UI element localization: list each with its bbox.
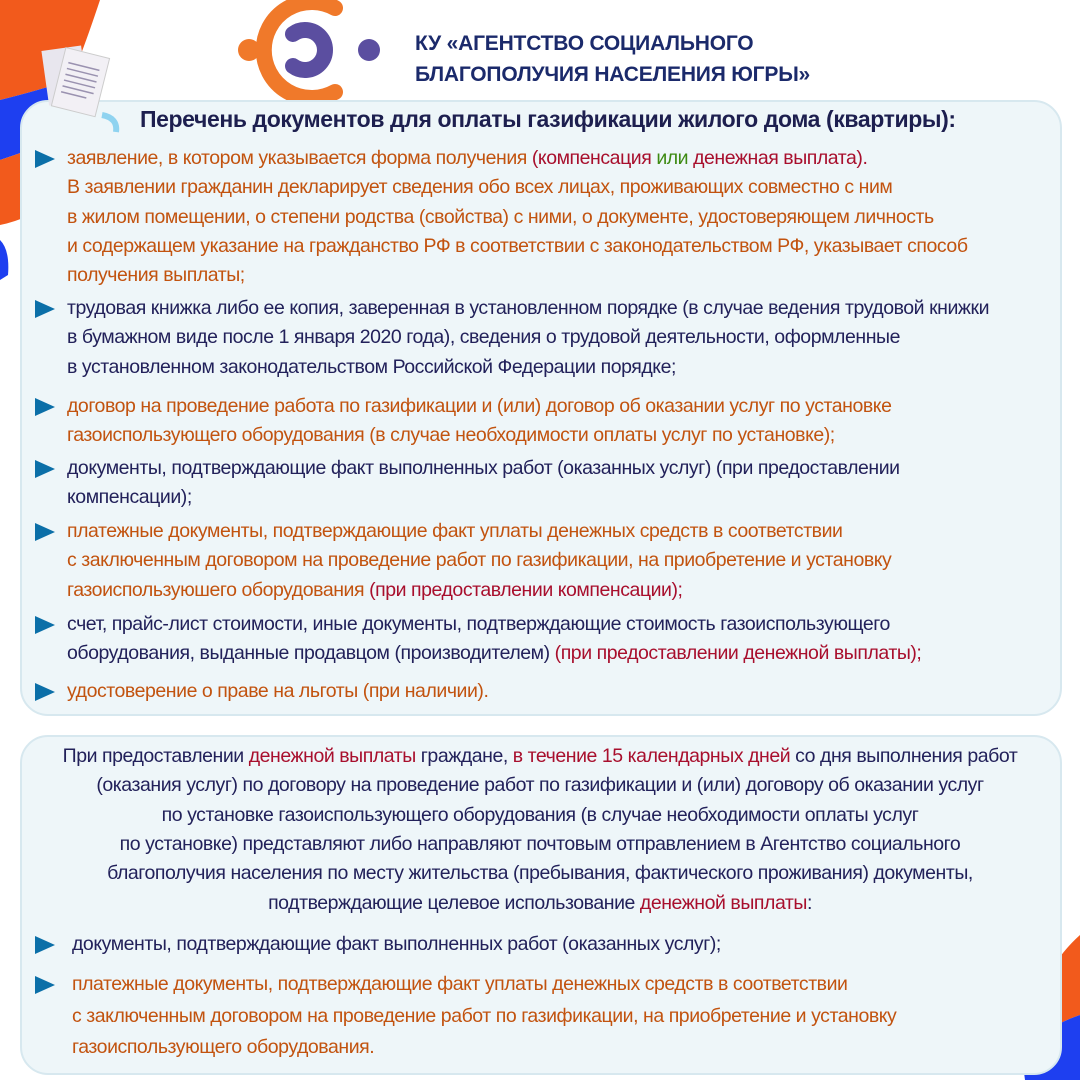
text-segment: со дня выполнения работ xyxy=(795,745,1018,767)
paragraph-line xyxy=(0,861,1080,885)
paragraph-line xyxy=(0,744,1080,768)
text-segment: При предоставлении xyxy=(62,745,249,767)
text-segment: граждане, xyxy=(420,745,513,767)
documents-list-title: Перечень документов для оплаты газификации жилого дома (квартиры): xyxy=(140,106,956,132)
list-item-line xyxy=(67,679,488,703)
text-segment: подтверждающие целевое использование xyxy=(268,891,640,914)
list-item-line xyxy=(67,456,900,480)
text-segment: (при предоставлении денежной выплаты); xyxy=(554,642,922,665)
text-segment: и содержащем указание на гражданство РФ в соответствии с законодательством РФ, указывает способ xyxy=(67,234,968,257)
text-segment: с заключенным договором на проведение работ по газификации, на приобретение и установку xyxy=(72,1004,897,1027)
text-segment: договор на проведение работа по газификации и (или) договор об оказании услуг по установке xyxy=(67,395,892,417)
text-segment: заявление, в котором указывается форма получения xyxy=(67,147,532,169)
list-item-line xyxy=(67,263,245,287)
triangle-right-icon xyxy=(35,683,55,701)
text-segment: газоиспользующего оборудования. xyxy=(72,1036,375,1058)
triangle-right-icon xyxy=(35,398,55,416)
list-item-line xyxy=(67,641,921,665)
paragraph-line xyxy=(0,773,1080,797)
triangle-right-icon xyxy=(35,616,55,634)
text-segment: компенсации); xyxy=(67,486,192,509)
paragraph-line xyxy=(0,891,1080,915)
text-segment: или xyxy=(656,147,694,169)
text-segment: документы, подтверждающие факт выполненных работ (оказанных услуг); xyxy=(72,933,721,955)
text-segment: получения выплаты; xyxy=(67,264,245,287)
triangle-right-icon xyxy=(35,460,55,478)
list-item-line xyxy=(67,175,892,199)
triangle-right-icon xyxy=(35,150,55,168)
list-item-line xyxy=(72,1004,896,1028)
text-segment: с заключенным договором на проведение работ по газификации, на приобретение и установку xyxy=(67,549,892,572)
list-item-line xyxy=(67,578,683,602)
text-segment: денежной выплаты xyxy=(639,891,807,914)
text-segment: благополучия населения по месту жительства (пребывания, фактического проживания) документы, xyxy=(107,862,973,885)
text-segment: (компенсация xyxy=(531,147,657,169)
text-segment: (при предоставлении компенсации); xyxy=(369,578,683,601)
list-item-line xyxy=(67,394,891,418)
text-segment: денежная выплата). xyxy=(693,147,868,169)
text-segment: в течение 15 календарных дней xyxy=(512,745,796,767)
curved-arrow-icon xyxy=(102,115,116,132)
text-segment: по установке) представляют либо направляют почтовым отправлением в Агентство социального xyxy=(119,832,961,855)
text-segment: газоиспользующего оборудования (в случае необходимости оплаты услуг по установке); xyxy=(67,424,835,447)
text-segment: удостоверение о праве на льготы (при наличии). xyxy=(67,680,489,702)
list-item-line xyxy=(67,548,891,572)
triangle-right-icon xyxy=(35,523,55,541)
agency-logo xyxy=(225,0,385,110)
triangle-right-icon xyxy=(35,300,55,318)
text-segment: счет, прайс-лист стоимости, иные документы, подтверждающие стоимость газоиспользующего xyxy=(67,613,890,635)
text-segment: трудовая книжка либо ее копия, заверенная в установленном порядке (в случае ведения трудовой книжки xyxy=(67,297,990,319)
list-item-line xyxy=(72,1035,374,1059)
org-line-2: БЛАГОПОЛУЧИЯ НАСЕЛЕНИЯ ЮГРЫ» xyxy=(415,63,811,86)
text-segment: В заявлении гражданин декларирует сведения обо всех лицах, проживающих совместно с ним xyxy=(67,176,893,199)
list-item-line xyxy=(67,519,842,543)
list-item-line xyxy=(67,205,934,229)
text-segment: оборудования, выданные продавцом (производителем) xyxy=(67,642,555,665)
documents-icon xyxy=(40,40,130,135)
text-segment: (оказания услуг) по договору на проведение работ по газификации и (или) договору об оказании услуг xyxy=(96,774,984,797)
triangle-right-icon xyxy=(35,976,55,994)
paragraph-line xyxy=(0,803,1080,827)
text-segment: платежные документы, подтверждающие факт уплаты денежных средств в соответствии xyxy=(72,973,848,995)
list-item-line xyxy=(72,972,847,996)
list-item-line xyxy=(67,325,900,349)
text-segment: платежные документы, подтверждающие факт уплаты денежных средств в соответствии xyxy=(67,520,843,542)
text-segment: газоиспользуюшего оборудования xyxy=(67,578,370,601)
organization-name xyxy=(415,28,810,90)
text-segment: в бумажном виде после 1 января 2020 года), сведения о трудовой деятельности, оформленные xyxy=(67,326,900,349)
triangle-right-icon xyxy=(35,936,55,954)
list-item-line xyxy=(67,234,968,258)
list-item-line xyxy=(67,296,989,320)
list-item-line xyxy=(67,355,676,379)
text-segment: денежной выплаты xyxy=(248,745,421,767)
list-item-line xyxy=(67,423,835,447)
org-line-1: КУ «АГЕНТСТВО СОЦИАЛЬНОГО xyxy=(415,32,754,55)
paragraph-line xyxy=(0,832,1080,856)
text-segment: по установке газоиспользующего оборудования (в случае необходимости оплаты услуг xyxy=(161,803,919,826)
text-segment: документы, подтверждающие факт выполненных работ (оказанных услуг) (при предоставлении xyxy=(67,457,900,479)
text-segment: в установленном законодательством Российской Федерации порядке; xyxy=(67,355,676,378)
text-segment: в жилом помещении, о степени родства (свойства) с ними, о документе, удостоверяющем личность xyxy=(67,205,934,228)
list-item-line xyxy=(67,485,192,509)
text-segment: : xyxy=(806,891,812,914)
list-item-line xyxy=(72,932,721,956)
list-item-line xyxy=(67,146,867,170)
list-item-line xyxy=(67,612,890,636)
